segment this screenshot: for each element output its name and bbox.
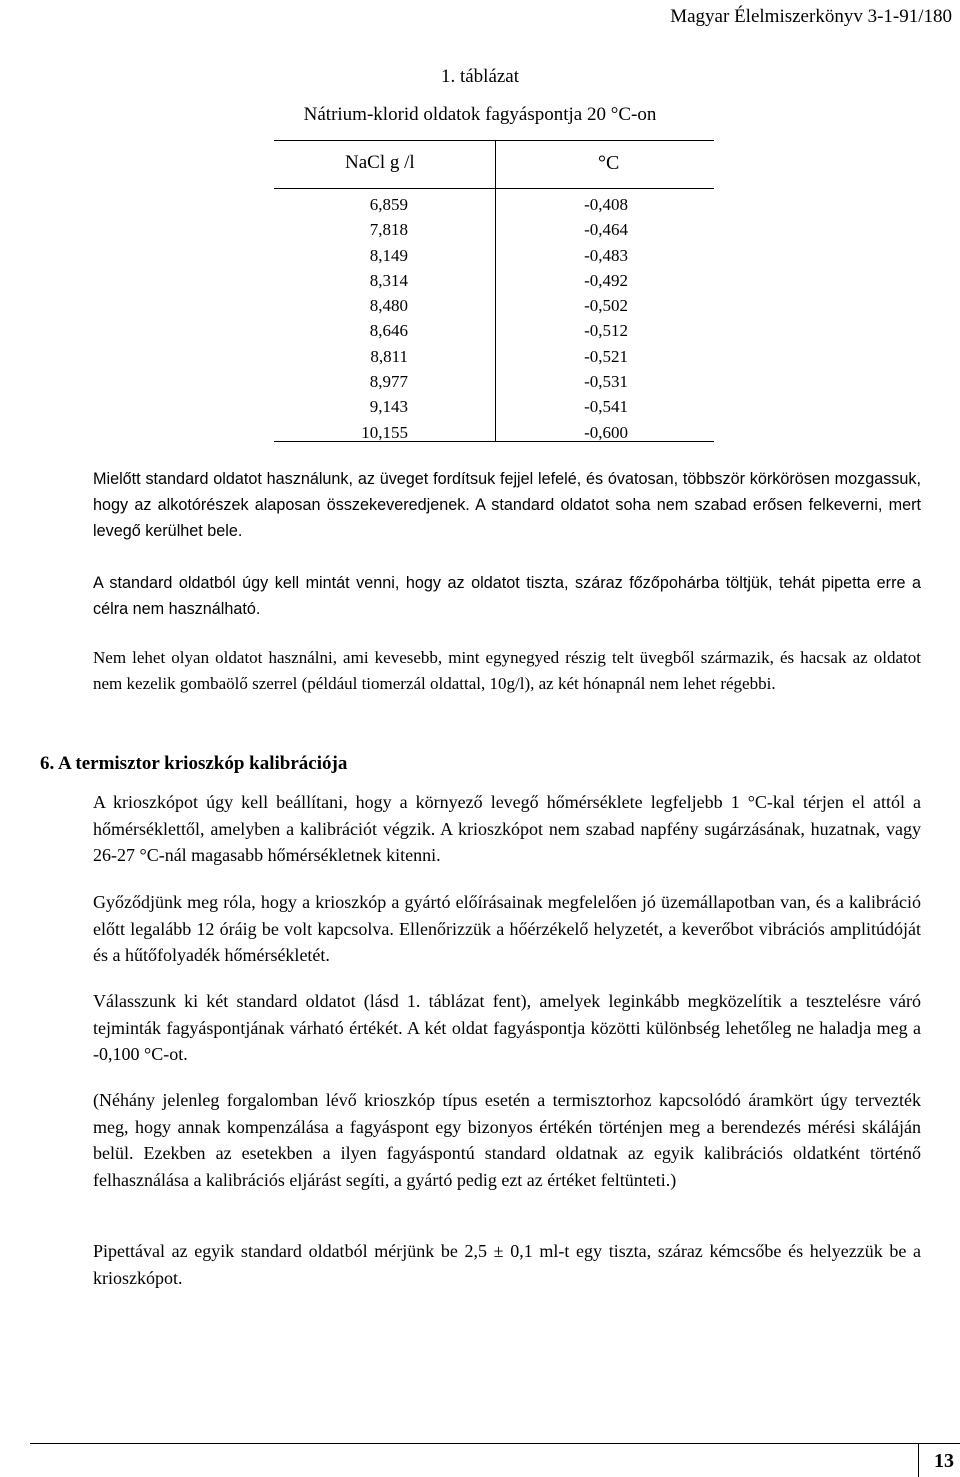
paragraph-sampling: A standard oldatból úgy kell mintát venni, hogy az oldatot tiszta, száraz főzőpohárba töltjük, tehát pipetta erre a célra nem használható.: [93, 574, 921, 618]
paragraph-setup: A krioszkópot úgy kell beállítani, hogy a környező levegő hőmérséklete legfeljebb 1 °C-kal térjen el attól a hőmérséklettől, amelyben a kalibrációt végzik. A krioszkópot nem szabad napfény sugárzásának, huzatnak, vagy 26-27 °C-nál magasabb hőmérsékletnek kitenni.: [93, 792, 921, 865]
table-top-rule: [274, 140, 714, 141]
table-header-rule: [274, 188, 714, 189]
paragraph-note: (Néhány jelenleg forgalomban lévő krioszkóp típus esetén a termisztorhoz kapcsolódó áramkört úgy tervezték meg, hogy annak kompenzálása a fagyáspont egy bizonyos értékén történjen meg a berendezés mérési skáláján belül. Ezekben az esetekben a ilyen fagyáspontú standard oldatnak az egyik kalibrációs oldatként történő felhasználása a kalibrációs eljárást segíti, a gyártó pedig ezt az értéket feltünteti.): [93, 1090, 921, 1190]
paragraph-check: Győződjünk meg róla, hogy a krioszkóp a gyártó előírásainak megfelelően jó üzemállapotban van, és a kalibráció előtt legalább 12 óráig be volt kapcsolva. Ellenőrizzük a hőérzékelő helyzetét, a keverőbot vibrációs amplitúdóját és a hűtőfolyadék hőmérsékletét.: [93, 892, 921, 965]
footer-rule: [30, 1443, 960, 1444]
running-header: Magyar Élelmiszerkönyv 3-1-91/180: [670, 6, 952, 27]
page-number: 13: [934, 1450, 954, 1472]
table-title: Nátrium-klorid oldatok fagyáspontja 20 °C-on: [303, 104, 657, 125]
table-header-temperature: °C: [598, 152, 620, 174]
footer-divider: [918, 1443, 919, 1477]
table-column-temperature-values: -0,408 -0,464 -0,483 -0,492 -0,502 -0,512 -0,521 -0,531 -0,541 -0,600: [584, 195, 628, 442]
table-header-nacl: NaCl g /l: [345, 152, 415, 173]
paragraph-mixing: Mielőtt standard oldatot használunk, az üveget fordítsuk fejjel lefelé, és óvatosan, többször körkörösen mozgassuk, hogy az alkotórészek alaposan összekeveredjenek. A standard oldatot soha nem szabad erősen felkeverni, mert levegő kerülhet bele.: [93, 470, 921, 540]
paragraph-select: Válasszunk ki két standard oldatot (lásd 1. táblázat fent), amelyek leginkább megközelítik a tesztelésre váró tejminták fagyáspontjának várható értékét. A két oldat fagyáspontja közötti különbség lehetőleg ne haladja meg a -0,100 °C-ot.: [93, 991, 921, 1064]
paragraph-storage: Nem lehet olyan oldatot használni, ami kevesebb, mint egynegyed részig telt üvegből származik, és hacsak az oldatot nem kezelik gombaölő szerrel (például tiomerzál oldattal, 10g/l), az két hónapnál nem lehet régebbi.: [93, 648, 921, 693]
table-column-divider: [495, 140, 496, 441]
table-column-nacl-values: 6,859 7,818 8,149 8,314 8,480 8,646 8,811 8,977 9,143 10,155: [361, 195, 408, 442]
section-heading: 6. A termisztor krioszkóp kalibrációja: [40, 753, 348, 774]
table-number: 1. táblázat: [440, 66, 520, 87]
paragraph-pipette: Pipettával az egyik standard oldatból mérjünk be 2,5 ± 0,1 ml-t egy tiszta, száraz kémcsőbe és helyezzük be a krioszkópot.: [93, 1241, 921, 1288]
